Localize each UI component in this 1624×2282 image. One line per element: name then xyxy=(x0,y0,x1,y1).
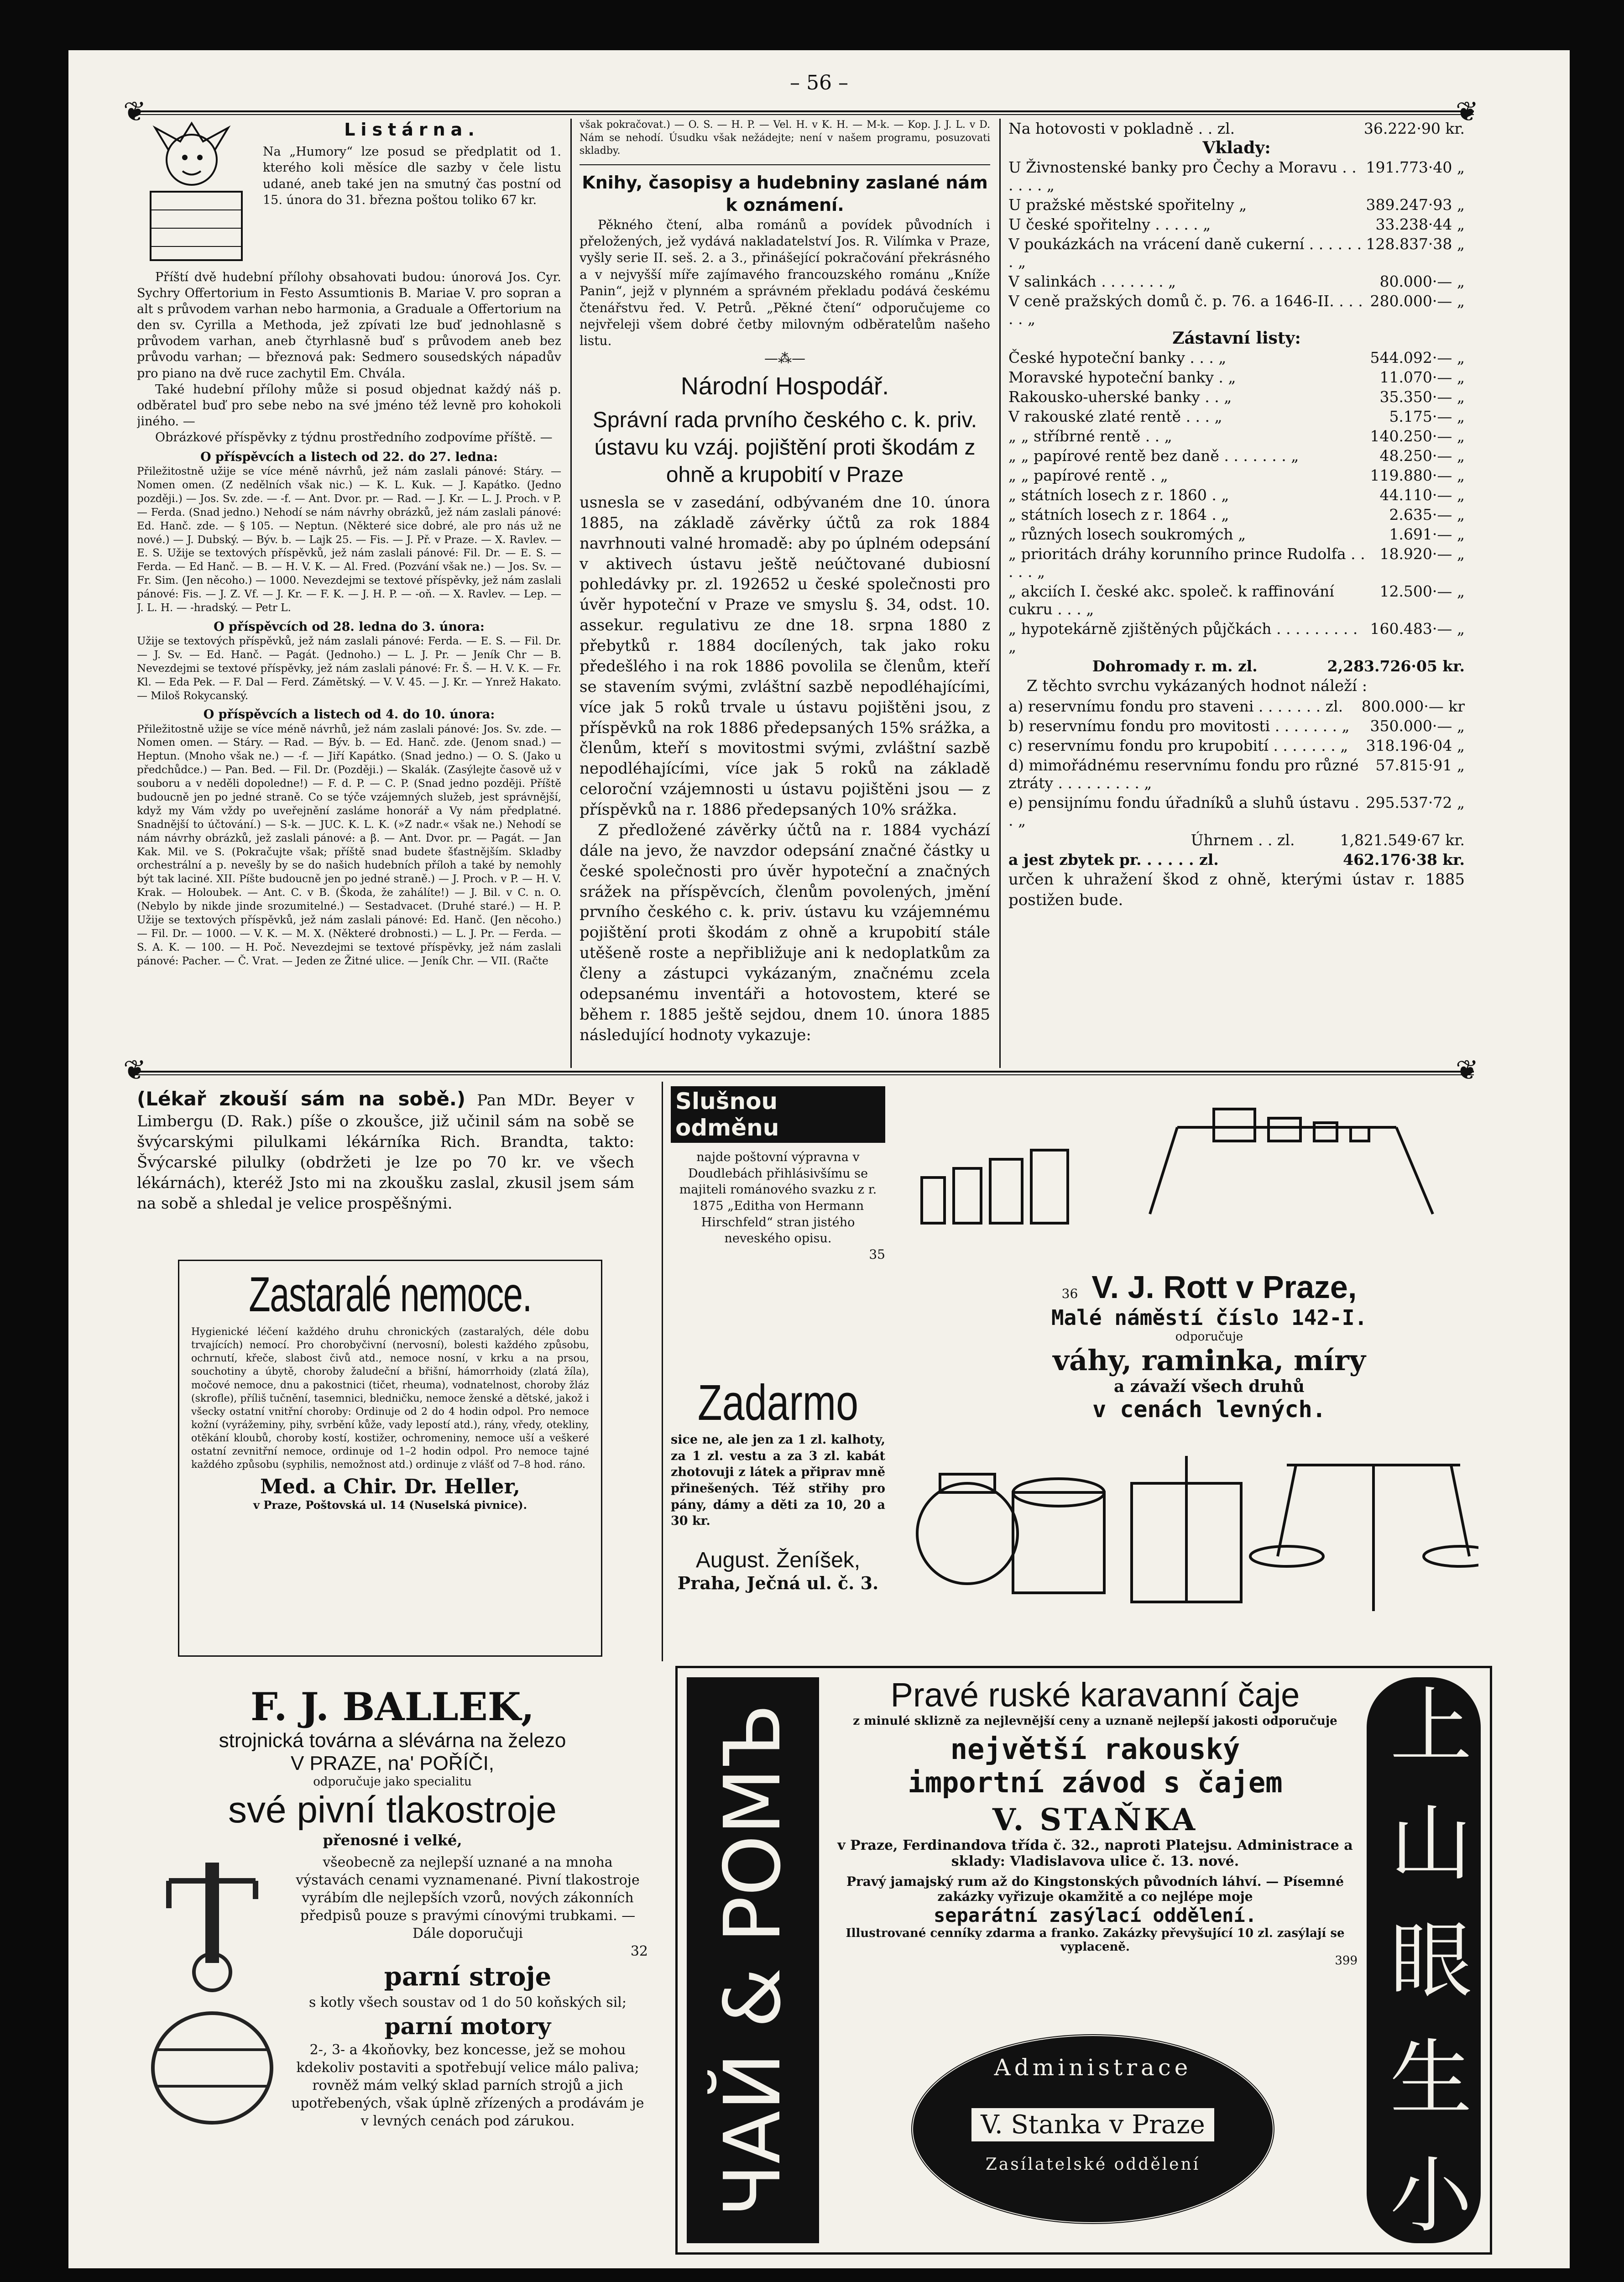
listarna-p4: Obrázkové příspěvky z týdnu prostředního zodpovíme příště. — xyxy=(155,430,553,445)
accounts-column xyxy=(1008,119,1465,1068)
divider xyxy=(580,164,990,165)
cash-value: 36.222·90 kr. xyxy=(1363,120,1465,137)
caj-note: Illustrované cenníky zdarma a franko. Zakázky převyšující 10 zl. zasýlají se vyplaceně. xyxy=(846,1926,1345,1954)
middle-top-note: však pokračovat.) — O. S. — H. P. — Vel. H. v K. H. — M-k. — Kop. J. J. L. v D. Nám se nehodí. Úsudku však nežádejte; není v našem programu, posuzovati skladby. xyxy=(580,119,990,157)
bond-value: 48.250·— „ xyxy=(1379,447,1465,465)
beer-pump-illustration xyxy=(137,1853,287,2136)
caj-sub: z minulé sklizně za nejlevnější ceny a uznaně nejlepší jakosti odporučuje xyxy=(853,1714,1337,1728)
bond-value: 119.880·— „ xyxy=(1370,466,1465,484)
cash-table xyxy=(1008,119,1465,138)
column-divider xyxy=(662,1082,663,1661)
sum-label: Úhrnem . . zl. xyxy=(1191,831,1295,849)
rott-ad xyxy=(894,1100,1478,1661)
deposit-label: U pražské městské spořitelny „ xyxy=(1008,196,1247,214)
newspaper-page xyxy=(68,50,1570,2268)
ballek-rec: odporučuje jako specialitu xyxy=(313,1775,472,1789)
bond-label: „ prioritách dráhy korunního prince Rudolfa . . . . . „ xyxy=(1008,545,1365,581)
zastarale-body: Hygienické léčení každého druhu chronických (zastaralých, déle dobu trvajících) nemocí. Pro chorobyčivní (nervosní), bolesti každého způsobu, ochrnutí, křeče, slabost čivů atd., nemoce nosní, v krku a na prsou, souchotiny a úbytě, choroby žaludeční a břišní, hámorrhoidy (zlatá žíla), močové nemoce, dnu a pakostnici (tičet, rheuma), vodnatelnost, choroby žláz (skrofle), příliš tučnění, tasemnici, bledničku, nemoce ženské a dětské, jakož i všecky ostatní vnitřní choroby: Ordinuje od 2 do 4 hodin odpol. Pro nemoce kožní (vyrážeminy, pihy, svrbění kůže, vady lepostí atd.), rány, vředy, otekliny, otěkání kloubů, choroby kostí, kostižer, ochromeniny, nemoce uší a veškeré ostatní zevnitřní nemoce, ordinuje od 1–2 hodin odpol. Pro nemoce tajné každého způsobu (syphilis, nemožnost atd.) ordinuje z vlášť od 7–8 hod. ráno. xyxy=(191,1326,589,1471)
bond-value: 44.110·— „ xyxy=(1379,486,1465,504)
listarna-p2: Příští dvě hudební přílohy obsahovati budou: únorová Jos. Cyr. Sychry Offertorium in Festo Assumtionis B. Mariae V. pro sopran a alt s průvodem varhan nebo harmonia, a Graduale a Offertorium na den sv. Cyrilla a Methoda, jež zpívati lze buď jednohlasně s průvodem varhan, aneb čtyrhlasně buď s průvodem aneb bez průvodu varhan; — březnová pak: Sedmero sousedských nápadův pro piano na dvě ruce zachytil Em. Chvála. xyxy=(137,270,561,381)
bond-value: 2.635·— „ xyxy=(1389,506,1465,523)
np-body-2: Z předložené závěrky účtů na r. 1884 vychází dále na jevo, že navzdor odepsání značné částky u české společnosti pro úvěr hypoteční a značných srážek na příspěvcích, členům povolených, jmění prvního českého c. k. priv. ústavu ku vzájemnému pojištění proti škodám z ohně a krupobití stále utěšeně roste a nepřibližuje ani k nedoplatkům za členy a zástupci vykázaným, značnému zcela odepsanému inventáři a hotovostem, které se během r. 1885 ještě sejdou, dnem 10. února 1885 následující hodnoty vykazuje: xyxy=(580,821,990,1044)
deposit-label: V ceně pražských domů č. p. 76. a 1646-II. . . . . . „ xyxy=(1008,292,1363,328)
ballek-big: své pivní tlakostroje xyxy=(228,1789,557,1831)
zadarmo-addr: Praha, Ječná ul. č. 3. xyxy=(677,1572,879,1593)
funds-intro: Z těchto svrchu vykázaných hodnot náleží : xyxy=(1027,677,1368,695)
caj-num: 399 xyxy=(1335,1954,1358,1968)
fund-value: 57.815·91 „ xyxy=(1375,756,1465,774)
bond-value: 1.691·— „ xyxy=(1389,525,1465,543)
bond-value: 160.483·— „ xyxy=(1370,620,1465,638)
deposits-table xyxy=(1008,157,1465,329)
ballek-motory: parní motory xyxy=(384,2012,551,2040)
ballek-city: V PRAZE, na' POŘÍČI, xyxy=(290,1752,495,1774)
column-divider xyxy=(570,119,572,1068)
section-bottom-rule xyxy=(132,1071,1474,1075)
fund-label: b) reservnímu fondu pro movitosti . . . . . . . „ xyxy=(1008,717,1350,735)
fund-value: 350.000·— „ xyxy=(1370,717,1465,735)
listarna-block-3: Přiležitostně užije se více méně návrhů, jež nám zaslali pánové: Jos. Sv. zde. — Nomen omen. — Stáry. — Rad. — Býv. b. — Ed. Hanč. zde. (Jenom snad.) — Heptun. (Mnoho však ne.) — -f. — Jiří Kapátko. (Snad jedno.) — O. S. (Jako u předchůdce.) — Pan. Bed. — Fil. Dr. (Později.) — Skalák. (Zasýlejte časově už v souboru a v neděli dopoledne!) — F. d. P. — C. P. (Snad jedno později. Příště budoucně jen po jedné straně. Co se týče vzájemných služeb, jest správnější, když my Vám vždy po uveřejnění zasláme honorář a Vy nám předplatné. Snadnější to účtování.) — S-k. — JUC. K. L. K. (»Z nadr.« však ne.) Nehodí se nám návrhy obrázků, jež zaslali pánové: a β. — Ant. Dvor. pr. — Pagát. — Jan Kak. Mil. ve S. (Pokračujte však; příště snad budete šťastnějším. Skladby orchestrální a p. nevešly by se do našich hudebních příloh a také by nemohly být tak laciné. XII. Píšte budoucně jen po jedné straně.) — J. Proch. v P. — H. V. Krak. — Holoubek. — Ant. C. v B. (Škoda, že zahálíte!) — J. Bil. v C. n. O. (Nebylo by nikde jinde srozumitelné.) — Sestadvacet. (Druhé staré.) — H. P. Užije se textových příspěvků, jež nám zaslali pánové: Ed. Hanč. (Jen něcoho.) — Fil. Dr. — 1000. — V. K. — M. X. (Některé drobnosti.) — L. J. Pr. — Ferda. — S. A. K. — 100. — H. Poč. Nevezdejmi se textové příspěvky, jež nám zaslali pánové: Pacher. — Č. Vrat. — Jeden ze Žitné ulice. — Jeník Chr. — VII. (Račte xyxy=(137,723,561,967)
deposit-label: U české spořitelny . . . . . „ xyxy=(1008,215,1211,233)
vklady-title: Vklady: xyxy=(1202,138,1271,157)
ballek-parni-body: s kotly všech soustav od 1 do 50 koňských sil; xyxy=(308,1994,627,2010)
deposit-value: 80.000·— „ xyxy=(1379,272,1465,290)
listarna-heading-3: O příspěvcích a listech od 4. do 10. února: xyxy=(203,707,495,722)
total-table xyxy=(1008,656,1465,676)
bond-value: 140.250·— „ xyxy=(1370,427,1465,445)
caj-name: V. STAŇKA xyxy=(992,1802,1198,1837)
zastarale-sign: Med. a Chir. Dr. Heller, xyxy=(260,1475,520,1498)
bond-label: „ státních losech z r. 1864 . „ xyxy=(1008,506,1229,523)
ballek-sub: strojnická továrna a slévárna na železo xyxy=(219,1729,566,1752)
ballek-parni: parní stroje xyxy=(384,1962,552,1992)
summary-table xyxy=(1008,830,1465,869)
slusnou-ad xyxy=(671,1086,885,1324)
deposit-label: U Živnostenské banky pro Čechy a Moravu . . . . . . „ xyxy=(1008,158,1357,194)
zadarmo-title: Zadarmo xyxy=(697,1375,859,1431)
seal-bottom: Zasílatelské oddělení xyxy=(985,2155,1201,2174)
rott-rec: odporučuje xyxy=(1175,1330,1243,1344)
ballek-body: všeobecně za nejlepší uznané a na mnoha výstavách cenami vyznamenané. Pivní tlakostroje vyrábím dle nejlepších vzorů, nových zákonních předpisů pouze s pravými cínovými trubkami. — Dále doporučuji xyxy=(296,1854,640,1942)
caj-big-1: největší rakouský xyxy=(950,1732,1240,1766)
bond-value: 5.175·— „ xyxy=(1389,408,1465,425)
zadarmo-ad xyxy=(671,1374,885,1657)
ballek-motory-body: 2-, 3- a 4koňovky, bez koncesse, jež se mohou kdekoliv postaviti a spotřebují velice málo paliva; rovněž mám velký sklad parních strojů a jich upotřebených, však úplně zřízených a prodávám je v levných cenách pod zárukou. xyxy=(291,2041,644,2129)
bond-value: 12.500·— „ xyxy=(1379,582,1465,600)
deposit-value: 280.000·— „ xyxy=(1370,292,1465,310)
deposit-label: V salinkách . . . . . . . „ xyxy=(1008,272,1176,290)
listarna-heading-2: O příspěvcích od 28. ledna do 3. února: xyxy=(214,619,485,634)
zadarmo-body: sice ne, ale jen za 1 zl. kalhoty, za 1 zl. vestu a za 3 zl. kabát zhotovuji z látek a připrav mně přinešených. Též střihy pro pány, dámy a děti za 10, 20 a 30 kr. xyxy=(671,1433,885,1528)
listarna-block-2: Užije se textových příspěvků, jež nám zaslali pánové: Ferda. — E. S. — Fil. Dr. — J. Sv. — Ed. Hanč. — Pagát. (Jednoho.) — L. J. Pr. — Jeník Chr — B. Nevezdejmi se textové příspěvky, jež nám zaslali pánové: Fr. Š. — H. V. K. — Fr. Kl. — Eda Pek. — F. Dal — Ferd. Zámětský. — V. V. 45. — J. Kr. — Ynrež Hakato. — Miloš Rokycanský. xyxy=(137,635,561,702)
slusnou-body: najde poštovní výpravna v Doudlebách přihlásivšímu se majiteli románového svazku z r. 1875 „Editha von Hermann Hirschfeld“ stran jistého neveského opisu. xyxy=(679,1150,877,1246)
deposit-value: 191.773·40 „ xyxy=(1366,158,1465,176)
bond-label: V rakouské zlaté rentě . . . „ xyxy=(1008,408,1222,425)
bond-label: Moravské hypoteční banky . „ xyxy=(1008,368,1236,386)
corner-ornament-icon: ❦ xyxy=(123,1054,146,1086)
middle-column xyxy=(580,119,990,1068)
corner-ornament-icon: ❦ xyxy=(123,96,146,128)
chinese-text: 上 山 眼 生 小 xyxy=(1376,1682,1472,2239)
fund-label: a) reservnímu fondu pro staveni . . . . . . . zl. xyxy=(1008,697,1343,715)
seal-top: Administrace xyxy=(994,2054,1192,2081)
slusnou-title: Slušnou odměnu xyxy=(671,1086,885,1143)
listarna-heading-1: O příspěvcích a listech od 22. do 27. ledna: xyxy=(200,450,498,465)
zastarale-addr: v Praze, Poštovská ul. 14 (Nuselská pivnice). xyxy=(253,1498,527,1512)
listarna-title: Listárna. xyxy=(344,120,480,140)
zastarale-title: Zastaralé nemoce. xyxy=(249,1267,532,1322)
bond-value: 18.920·— „ xyxy=(1379,545,1465,563)
fund-value: 800.000·— kr xyxy=(1361,697,1465,715)
ballek-num: 32 xyxy=(630,1943,648,1959)
bond-label: „ akciích I. české akc. společ. k raffinování cukru . . . „ xyxy=(1008,582,1334,618)
slusnou-num: 35 xyxy=(869,1246,885,1262)
bond-value: 544.092·— „ xyxy=(1370,349,1465,366)
fund-value: 295.537·72 „ xyxy=(1366,793,1465,811)
fund-label: c) reservnímu fondu pro krupobití . . . . . . . „ xyxy=(1008,736,1348,754)
lekar-ad xyxy=(137,1086,634,1223)
remainder-label: a jest zbytek pr. . . . . . zl. xyxy=(1008,850,1219,869)
rott-price: v cenách levných. xyxy=(1092,1396,1326,1423)
top-rule xyxy=(132,110,1474,115)
seal-name: V. Stanka v Praze xyxy=(971,2108,1214,2141)
bond-value: 35.350·— „ xyxy=(1379,388,1465,406)
bond-label: Rakousko-uherské banky . . „ xyxy=(1008,388,1232,406)
column-divider xyxy=(999,119,1001,1068)
bond-label: „ státních losech z r. 1860 . „ xyxy=(1008,486,1229,504)
lekar-title: (Lékař zkouší sám na sobě.) xyxy=(137,1088,466,1110)
fund-value: 318.196·04 „ xyxy=(1366,736,1465,754)
deposit-label: V poukázkách na vrácení daně cukerní . . . . . . . „ xyxy=(1008,235,1362,271)
caj-big-2: importní závod s čajem xyxy=(908,1766,1283,1799)
lekar-body: Pan MDr. Beyer v Limbergu (D. Rak.) píše o zkoušce, již učinil sám na sobě se švýcarskými pilulkami lékárníka Rich. Brandta, takto: Švýcarské pilulky (obdržeti je lze po 70 kr. ve všech lékárnách), kteréž Jsto mi na zkoušku zaslal, zkusil jsem sám na sobě a shledal je velice prospěšnými. xyxy=(137,1091,634,1213)
bond-label: „ „ papírové rentě bez daně . . . . . . . „ xyxy=(1008,447,1299,465)
caj-title: Pravé ruské karavanní čaje xyxy=(890,1676,1300,1714)
deposit-value: 128.837·38 „ xyxy=(1366,235,1465,253)
np-title: Národní Hospodář. xyxy=(680,372,889,400)
listarna-p1: Na „Humory“ lze posud se předplatit od 1. kterého koli měsíce dle sazby v čele listu udané, aneb také jen na smutný čas postní od 15. února do 31. března poštou toliko 67 kr. xyxy=(263,145,561,207)
chai-rom-banner xyxy=(687,1677,819,2243)
caj-addr: v Praze, Ferdinandova třída č. 32., naproti Platejsu. Administrace a sklady: Vladislavova ulice č. 13. nové. xyxy=(837,1837,1353,1869)
caj-rum: Pravý jamajský rum až do Kingstonských původních láhví. — Písemné zakázky vyřizuje okamžitě a co nejlépe moje xyxy=(846,1874,1344,1904)
corner-ornament-icon: ❦ xyxy=(1456,96,1479,128)
bond-label: České hypoteční banky . . . „ xyxy=(1008,349,1227,366)
cash-label: Na hotovosti v pokladně . . zl. xyxy=(1008,120,1235,137)
remainder-note: určen k uhražení škod z ohně, kterými ústav r. 1885 postižen bude. xyxy=(1008,870,1465,909)
listarna-p3: Také hudební přílohy může si posud objednat každý náš p. odběratel buď pro sebe nebo na své jméno též levně pro kohokoli jiného. — xyxy=(137,382,561,429)
bonds-table xyxy=(1008,348,1465,656)
rott-num: 36 xyxy=(1061,1286,1078,1301)
funds-table xyxy=(1008,696,1465,830)
total-label: Dohromady r. m. zl. xyxy=(1092,657,1258,675)
divider-ornament-icon: —⁂— xyxy=(764,350,805,366)
zastavni-title: Zástavní listy: xyxy=(1172,329,1301,348)
caj-sep: separátní zasýlací oddělení. xyxy=(933,1904,1257,1926)
np-body-1: usnesla se v zasedání, odbývaném dne 10. února 1885, na základě závěrky účtů za rok 1884 navrhnouti valné hromadě: aby po úplném odepsání v aktivech ústavu ještě neúčtované dubiosní pohledávky pr. zl. 192652 u české společnosti pro úvěr hypoteční v Praze ve smyslu §. 34, odst. 10. assekur. regulativu ze dne 18. srpna 1880 z přebytků r. 1884 docílených, tak jako roku předešlého i na rok 1886 povolila se členům, kteří se stavením svými, zvláštní sazbě nepodléhajícími, více jak 5 roků trvale u ústavu pojištěni jsou, z příspěvků na rok 1886 předepsaných 15% srážka, a členům, kteří s movitostmi svými, zvláštní sazbě nepodléhajícími, více jak 5 roků na základě celoroční vzájemnosti u ústavu pojištěni jsou — z příspěvků na r. 1886 předepsaných 10% srážka. xyxy=(580,493,990,819)
listarna-column xyxy=(137,119,561,1068)
bond-value: 11.070·— „ xyxy=(1379,368,1465,386)
zadarmo-name: August. Ženíšek, xyxy=(695,1548,861,1572)
administrace-seal xyxy=(910,2033,1275,2225)
corner-ornament-icon: ❦ xyxy=(1456,1054,1479,1086)
ballek-kind: přenosné i velké, xyxy=(323,1832,462,1849)
rott-weights: a závaží všech druhů xyxy=(1114,1377,1305,1396)
books-body: Pěkného čtení, alba románů a povídek původních i přeložených, jež vydává nakladatelství Jos. R. Vilímka v Praze, vyšly serie II. seš. 2. a 3., přinášející pokračování překrásného a v nejvyšší míře zajímavého francouzského románu „Kníže Panin“, jejž v plynném a správném překladu podává českému čtenářstvu řed. V. Petrů. „Pěkné čtení“ odporučujeme co nejvřeleji všem dobré četby milovným odběratelům našeho listu. xyxy=(580,217,990,349)
chinese-banner xyxy=(1367,1677,1481,2243)
ballek-title: F. J. BALLEK, xyxy=(251,1684,534,1729)
fund-label: d) mimořádnému reservnímu fondu pro různé ztráty . . . . . . . . . „ xyxy=(1008,756,1359,792)
stanka-ad xyxy=(675,1666,1492,2255)
deposit-value: 33.238·44 „ xyxy=(1375,215,1465,233)
fund-label: e) pensijnímu fondu úřadníků a sluhů ústavu . . „ xyxy=(1008,793,1359,829)
deposit-value: 389.247·93 „ xyxy=(1366,196,1465,214)
jester-illustration xyxy=(137,119,256,269)
remainder-value: 462.176·38 kr. xyxy=(1343,850,1465,869)
bond-label: „ hypotekárně zjištěných půjčkách . . . . . . . . . „ xyxy=(1008,620,1358,655)
bond-label: „ různých losech soukromých „ xyxy=(1008,525,1246,543)
zastarale-ad xyxy=(178,1260,602,1657)
total-value: 2,283.726·05 kr. xyxy=(1327,657,1465,675)
books-title: Knihy, časopisy a hudebniny zaslané nám k oznámení. xyxy=(582,172,988,215)
rott-addr: Malé náměstí číslo 142-I. xyxy=(1051,1305,1368,1330)
sum-value: 1,821.549·67 kr. xyxy=(1340,831,1465,849)
rott-title: V. J. Rott v Praze, xyxy=(1091,1269,1357,1305)
bond-label: „ „ papírové rentě . „ xyxy=(1008,466,1168,484)
bond-label: „ „ stříbrné rentě . . „ xyxy=(1008,427,1172,445)
chai-rom-text: ЧАЙ & РОМЪ xyxy=(708,1703,798,2217)
page-number: – 56 – xyxy=(790,71,848,94)
rott-goods: váhy, raminka, míry xyxy=(1053,1344,1366,1377)
ballek-ad xyxy=(137,1684,648,2223)
np-subtitle: Správní rada prvního českého c. k. priv. ústavu ku vzáj. pojištění proti škodám z ohně a krupobití v Praze xyxy=(592,408,977,487)
listarna-block-1: Přiležitostně užije se více méně návrhů, jež nám zaslali pánové: Stáry. — Nomen omen. (Z nedělních však nic.) — K. L. Kuk. — J. Kapátko. (Jedno později.) — Jos. Sv. zde. — -f. — Ant. Dvor. pr. — Rad. — J. Kr. — L. J. Proch. v P. — Ferda. (Snad jedno.) Nehodí se nám návrhy obrázků, jež nám zaslali pánové: Ed. Hanč. zde. — § 105. — Neptun. (Některé sice dobré, ale pro nás už ne nové.) — J. Dubský. — Býv. b. — Lajk 25. — Fis. — J. Př. v Praze. — X. Ravlev. — E. S. Užije se textových příspěvků, jež nám zaslali pánové: Fil. Dr. — E. S. — Ferda. — Ed Hanč. — B. — H. V. K. — Al. Fred. (Pozvání však ne.) — Jos. Sv. — Fr. Sim. (Jen něcoho.) — 1000. Nevezdejmi se textové příspěvky, jež nám zaslali pánové: Fis. — J. Z. Vf. — J. Kr. — F. K. — J. H. P. — -oň. — X. Ravlev. — Lep. — J. L. H. — -hradský. — Petr L. xyxy=(137,466,561,614)
